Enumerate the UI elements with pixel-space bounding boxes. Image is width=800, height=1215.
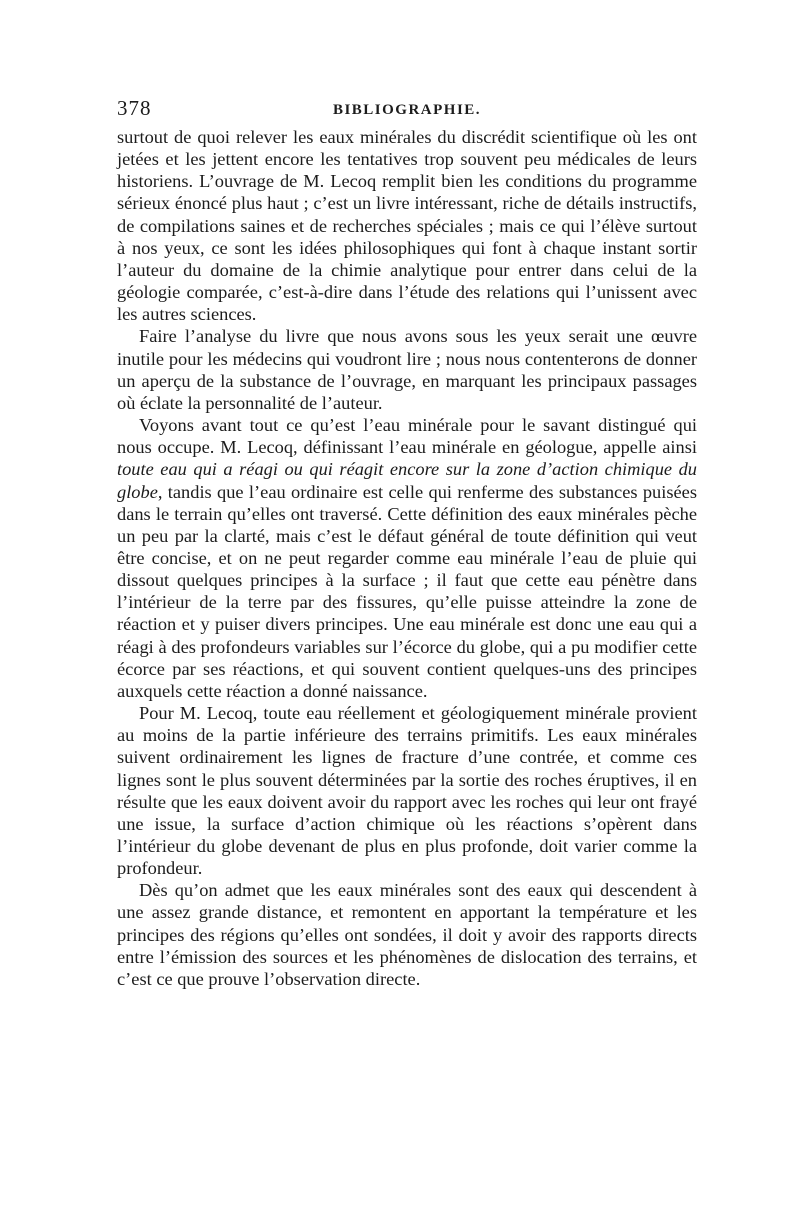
paragraph-1: surtout de quoi relever les eaux minérales du discrédit scientifique où les ont jetées et les jettent encore les tentatives trop souvent peu médicales de leurs historiens. L’ouvrage de M. Lecoq remplit bien les conditions du programme sérieux énoncé plus haut ; c’est un livre intéressant, riche de détails instructifs, de compilations saines et de recherches spéciales ; mais ce qui l’élève surtout à nos yeux, ce sont les idées philosophiques qui font à chaque instant sortir l’auteur du domaine de la chimie analytique pour entrer dans celui de la géologie comparée, c’est-à-dire dans l’étude des relations qui l’unissent avec les autres sciences. <box>117 127 697 325</box>
paragraph-3-text-after: , tandis que l’eau ordinaire est celle qui renferme des substances puisées dans le terrain qu’elles ont traversé. Cette définition des eaux minérales pèche un peu par la clarté, mais c’est le défaut général de toute définition qui veut être concise, et on ne peut regarder comme eau minérale l’eau de pluie qui dissout quelques principes à la surface ; il faut que cette eau pénètre dans l’intérieur de la terre par des fissures, qu’elle puisse atteindre la zone de réaction et y puiser divers principes. Une eau minérale est donc une eau qui a réagi à des profondeurs variables sur l’écorce du globe, qui a pu modifier cette écorce par ses réactions, et qui souvent contient quelques-uns des principes auxquels cette réaction a donné naissance. <box>117 481 697 701</box>
paragraph-2: Faire l’analyse du livre que nous avons sous les yeux serait une œuvre inutile pour les médecins qui voudront lire ; nous nous contenterons de donner un aperçu de la substance de l’ouvrage, en marquant les principaux passages où éclate la personnalité de l’auteur. <box>117 326 697 413</box>
page-number: 378 <box>117 96 152 120</box>
body-text <box>117 126 697 990</box>
paragraph-5: Dès qu’on admet que les eaux minérales sont des eaux qui descendent à une assez grande distance, et remontent en apportant la température et les principes des régions qu’elles ont sondées, il doit y avoir des rapports directs entre l’émission des sources et les phénomènes de dislocation des terrains, et c’est ce que prouve l’observation directe. <box>117 880 697 989</box>
mineral-water-definition: toute eau qui a réagi ou qui réagit encore sur la zone d’action chimique du globe <box>117 459 697 502</box>
running-title: BIBLIOGRAPHIE. <box>332 102 482 118</box>
paragraph-3-text-before: Voyons avant tout ce qu’est l’eau minérale pour le savant distingué qui nous occupe. M. Lecoq, définissant l’eau minérale en géologue, appelle ainsi <box>117 415 697 458</box>
paragraph-3 <box>117 414 697 702</box>
page-header <box>117 96 697 126</box>
paragraph-4: Pour M. Lecoq, toute eau réellement et géologiquement minérale provient au moins de la partie inférieure des terrains primitifs. Les eaux minérales suivent ordinairement les lignes de fracture d’une contrée, et comme ces lignes sont le plus souvent déterminées par la sortie des roches éruptives, il en résulte que les eaux doivent avoir du rapport avec les roches qui leur ont frayé une issue, la surface d’action chimique où les réactions s’opèrent dans l’intérieur du globe devenant de plus en plus profonde, doit varier comme la profondeur. <box>117 703 697 879</box>
book-page <box>117 96 697 990</box>
